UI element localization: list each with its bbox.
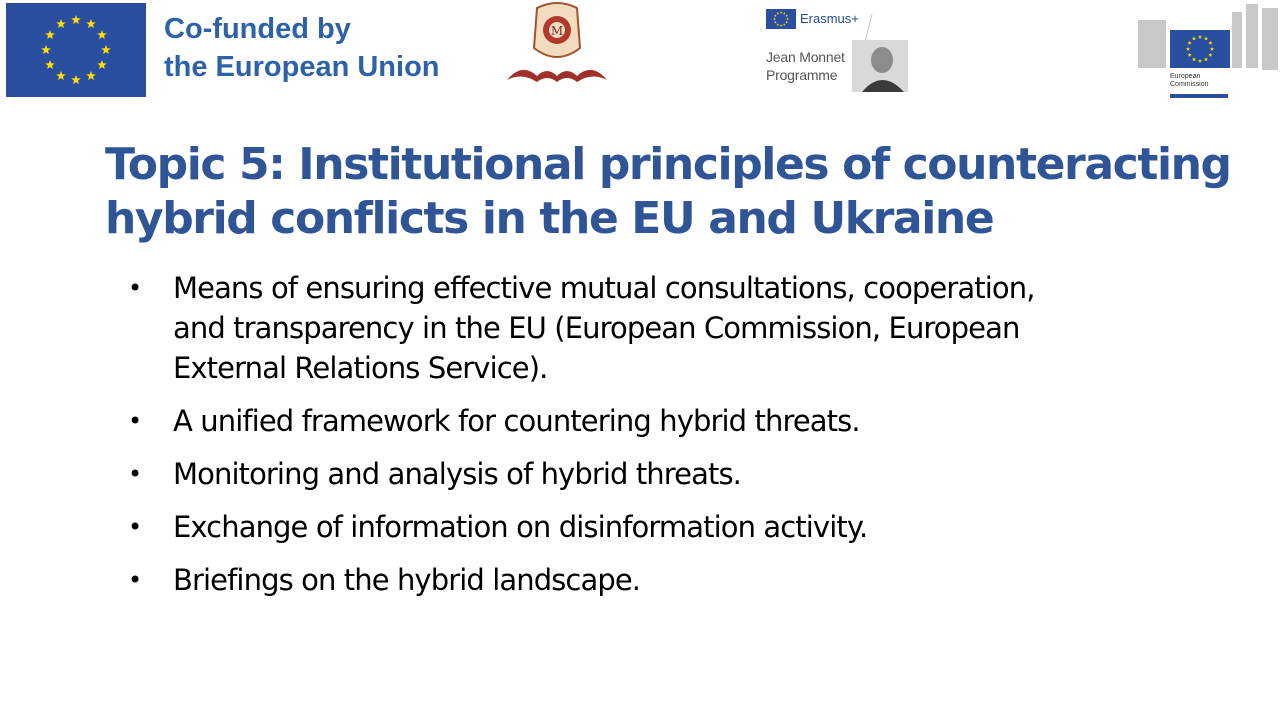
ec-line-1: European	[1170, 73, 1201, 80]
eu-flag-logo	[6, 3, 146, 97]
bullet-list	[128, 268, 1188, 613]
cofunded-line-2: the European Union	[164, 51, 440, 83]
svg-text:M: M	[550, 24, 564, 38]
bullet-dot-icon: •	[128, 566, 142, 594]
european-commission-label	[1170, 73, 1230, 89]
bullet-dot-icon: •	[128, 460, 142, 488]
jean-monnet-portrait-image	[852, 40, 908, 92]
bullet-dot-icon: •	[128, 274, 142, 302]
bullet-dot-icon: •	[128, 407, 142, 435]
bullet-text-line: A unified framework for countering hybrid threats.	[173, 404, 860, 438]
bullet-text-line: Monitoring and analysis of hybrid threats.	[173, 457, 741, 491]
slide-title-line-2: hybrid conflicts in the EU and Ukraine	[105, 193, 994, 244]
erasmus-flag-icon	[766, 9, 796, 29]
bullet-text-line: External Relations Service).	[173, 351, 548, 385]
slide-title	[105, 138, 1231, 246]
erasmus-label: Erasmus+	[800, 11, 859, 26]
programme-label: Programme	[766, 67, 838, 83]
bullet-item	[128, 560, 1188, 600]
bullet-item	[128, 454, 1188, 494]
bullet-item	[128, 401, 1188, 441]
cofunded-line-1: Co-funded by	[164, 13, 351, 45]
bullet-text-line: Exchange of information on disinformation activity.	[173, 510, 868, 544]
slide-title-line-1: Topic 5: Institutional principles of counteracting	[105, 139, 1231, 190]
bullet-text-line: Means of ensuring effective mutual consultations, cooperation,	[173, 271, 1035, 305]
bullet-item	[128, 507, 1188, 547]
ec-line-2: Commission	[1170, 81, 1209, 88]
bullet-text-line: Briefings on the hybrid landscape.	[173, 563, 641, 597]
bullet-dot-icon: •	[128, 513, 142, 541]
jean-monnet-label: Jean Monnet	[766, 49, 845, 65]
cofunded-label	[164, 10, 440, 86]
bullet-text-line: and transparency in the EU (European Commission, European	[173, 311, 1020, 345]
bullet-item	[128, 268, 1188, 388]
university-crest-logo	[502, 0, 612, 88]
